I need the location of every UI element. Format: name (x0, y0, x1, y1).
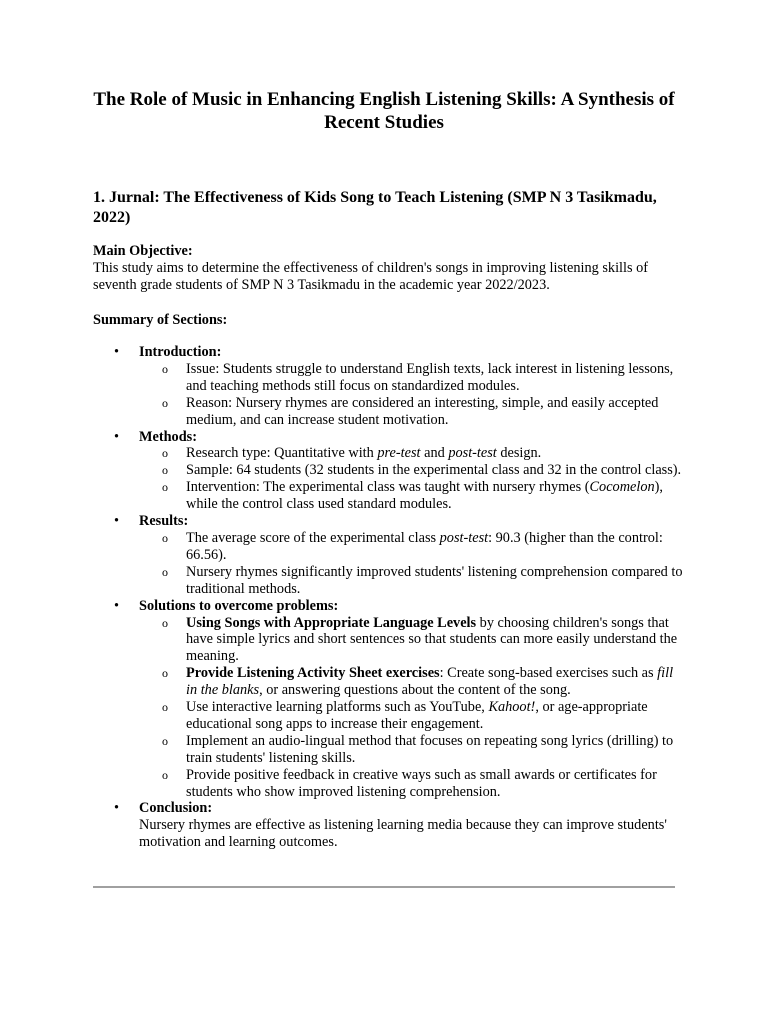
item-text: by choosing children's songs that have simple lyrics and short sentences so that students can more easily understand the meaning. (186, 614, 678, 665)
sub-list (139, 530, 683, 598)
item-text: Use interactive learning platforms such as YouTube, (186, 699, 489, 716)
section-conclusion (93, 800, 683, 851)
section-solutions (93, 598, 683, 801)
main-objective-text: This study aims to determine the effectiveness of children's songs in improving listening skills of seventh grade students of SMP N 3 Tasikmadu in the academic year 2022/2023. (93, 259, 649, 293)
item-text: Nursery rhymes significantly improved students' listening comprehension compared to traditional methods. (186, 563, 683, 597)
document-title: The Role of Music in Enhancing English Listening Skills: A Synthesis of Recent Studies (93, 89, 675, 133)
item-italic: fill in the blanks (186, 665, 674, 699)
list-item (139, 564, 683, 598)
item-text: ), while the control class used standard modules. (186, 479, 663, 513)
bullet-icon: • (114, 428, 120, 445)
sub-bullet-icon: o (162, 767, 168, 782)
horizontal-rule (93, 886, 675, 888)
list-item (139, 479, 683, 513)
list-item (139, 530, 683, 564)
sub-list (139, 445, 683, 513)
item-text: , or answering questions about the content of the song. (259, 682, 571, 699)
item-text: Reason: Nursery rhymes are considered an interesting, simple, and easily accepted medium, and can increase student motivation. (186, 394, 659, 428)
sections-list (93, 344, 683, 851)
section-title: Methods: (139, 428, 197, 445)
sub-bullet-icon: o (162, 564, 168, 579)
sub-list (139, 361, 683, 429)
sub-bullet-icon: o (162, 463, 168, 478)
item-bold: Using Songs with Appropriate Language Levels (186, 614, 477, 631)
item-italic: post-test (448, 445, 497, 462)
bullet-icon: • (114, 597, 120, 614)
list-item (139, 767, 683, 801)
list-item (139, 445, 683, 462)
bullet-icon: • (114, 513, 120, 530)
bullet-icon: • (114, 344, 120, 360)
sub-bullet-icon: o (162, 361, 168, 376)
sub-bullet-icon: o (162, 615, 168, 630)
item-text: Sample: 64 students (32 students in the experimental class and 32 in the control class). (186, 462, 682, 479)
item-text: : Create song-based exercises such as (439, 665, 658, 682)
item-text: and (420, 445, 449, 462)
list-item (139, 615, 683, 666)
section-heading: 1. Jurnal: The Effectiveness of Kids Song to Teach Listening (SMP N 3 Tasikmadu, 2022) (93, 189, 657, 226)
item-text: Provide positive feedback in creative ways such as small awards or certificates for students who show improved listening comprehension. (186, 766, 657, 800)
conclusion-text: Nursery rhymes are effective as listening learning media because they can improve students' motivation and learning outcomes. (139, 817, 667, 851)
list-item (139, 361, 683, 395)
sub-bullet-icon: o (162, 446, 168, 461)
list-item (139, 462, 683, 479)
sub-bullet-icon: o (162, 733, 168, 748)
section-introduction (93, 344, 683, 429)
section-title: Introduction: (139, 344, 222, 360)
item-text: Issue: Students struggle to understand English texts, lack interest in listening lessons, and teaching methods still focus on standardized modules. (186, 360, 674, 394)
sub-bullet-icon: o (162, 480, 168, 495)
main-objective-label: Main Objective: (93, 243, 193, 259)
item-text: , or age-appropriate educational song apps to increase their engagement. (186, 699, 648, 732)
list-item (139, 699, 683, 733)
sub-list (139, 615, 683, 801)
item-text: : 90.3 (higher than the control: 66.56). (186, 529, 663, 563)
list-item (139, 733, 683, 767)
section-title: Conclusion: (139, 800, 213, 817)
item-text: Implement an audio-lingual method that focuses on repeating song lyrics (drilling) to train students' listening skills. (186, 732, 674, 766)
summary-label: Summary of Sections: (93, 312, 228, 328)
item-italic: Cocomelon (589, 479, 655, 496)
sub-bullet-icon: o (162, 700, 168, 715)
sub-bullet-icon: o (162, 395, 168, 410)
item-italic: pre-test (377, 445, 421, 462)
item-text: Research type: Quantitative with (186, 445, 378, 462)
section-title: Solutions to overcome problems: (139, 597, 339, 614)
section-title: Results: (139, 513, 189, 530)
item-text: Intervention: The experimental class was taught with nursery rhymes ( (186, 479, 590, 496)
section-methods (93, 429, 683, 514)
list-item (139, 665, 683, 699)
sub-bullet-icon: o (162, 530, 168, 545)
item-italic: Kahoot! (488, 699, 536, 716)
section-results (93, 513, 683, 598)
list-item (139, 395, 683, 429)
item-italic: post-test (439, 529, 489, 546)
bullet-icon: • (114, 800, 120, 817)
item-bold: Provide Listening Activity Sheet exercises (186, 665, 440, 682)
main-objective (93, 243, 683, 294)
sub-bullet-icon: o (162, 666, 168, 681)
item-text: The average score of the experimental class (186, 529, 440, 546)
item-text: design. (496, 445, 542, 462)
